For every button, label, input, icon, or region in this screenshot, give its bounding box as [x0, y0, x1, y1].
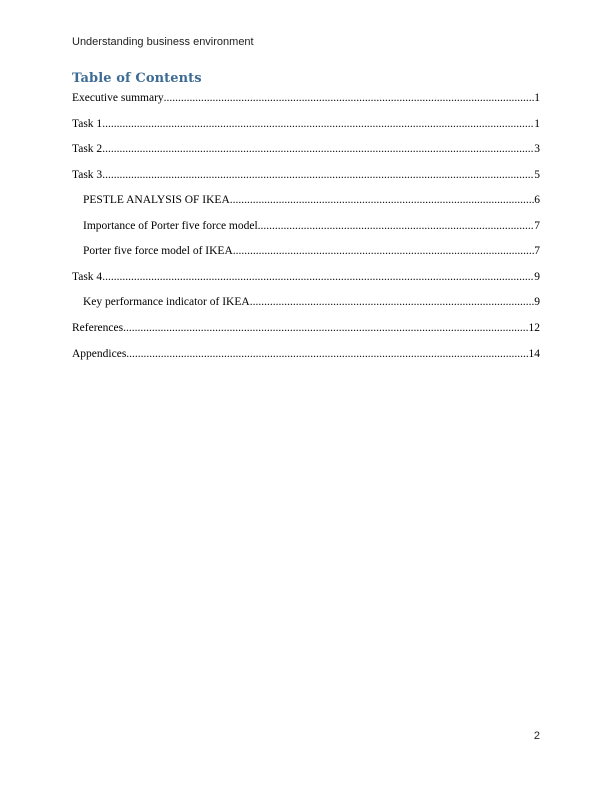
toc-entry-page: 9	[534, 296, 540, 308]
toc-entry-label: Task 3	[72, 169, 103, 181]
toc-entry-page: 7	[534, 220, 540, 232]
toc-entry-label: Executive summary	[72, 92, 164, 104]
toc-entry-label: Task 1	[72, 118, 103, 130]
toc-dot-leader	[123, 320, 528, 336]
toc-entry-page: 14	[528, 348, 540, 360]
toc-entry-page: 7	[534, 245, 540, 257]
toc-entry-label: Porter five force model of IKEA	[83, 245, 233, 257]
toc-dot-leader	[102, 167, 534, 183]
toc-dot-leader	[233, 243, 534, 259]
toc-entry-executive-summary[interactable]	[72, 90, 540, 106]
toc-dot-leader	[164, 90, 535, 106]
toc-dot-leader	[258, 218, 535, 234]
running-header: Understanding business environment	[72, 36, 254, 48]
toc-entry-page: 6	[534, 194, 540, 206]
toc-entry-page: 1	[534, 118, 540, 130]
toc-entry-page: 5	[534, 169, 540, 181]
toc-entry-page: 9	[534, 271, 540, 283]
toc-entry-page: 3	[534, 143, 540, 155]
toc-dot-leader	[102, 116, 534, 132]
toc-dot-leader	[250, 294, 535, 310]
toc-entry-task-3[interactable]	[72, 167, 540, 183]
toc-entry-porter-importance[interactable]	[83, 218, 540, 234]
toc-entry-label: PESTLE ANALYSIS OF IKEA	[83, 194, 230, 206]
toc-title: Table of Contents	[72, 71, 202, 86]
toc-entry-porter-ikea[interactable]	[83, 243, 540, 259]
toc-entry-kpi-ikea[interactable]	[83, 294, 540, 310]
toc-dot-leader	[230, 192, 534, 208]
toc-entry-label: Importance of Porter five force model	[83, 220, 258, 232]
toc-entry-appendices[interactable]	[72, 346, 540, 362]
page-number: 2	[533, 730, 540, 742]
toc-entry-references[interactable]	[72, 320, 540, 336]
toc-entry-label: Appendices	[72, 348, 127, 360]
toc-entry-task-1[interactable]	[72, 116, 540, 132]
toc-dot-leader	[102, 141, 534, 157]
toc-dot-leader	[126, 346, 528, 362]
toc-dot-leader	[102, 269, 534, 285]
toc-entry-task-4[interactable]	[72, 269, 540, 285]
toc-entry-label: Task 2	[72, 143, 103, 155]
toc-entry-page: 1	[534, 92, 540, 104]
toc-entry-pestle-analysis[interactable]	[83, 192, 540, 208]
toc-entry-page: 12	[528, 322, 540, 334]
toc-entry-label: Key performance indicator of IKEA	[83, 296, 250, 308]
toc-entry-label: Task 4	[72, 271, 103, 283]
toc-entry-label: References	[72, 322, 124, 334]
toc-entry-task-2[interactable]	[72, 141, 540, 157]
